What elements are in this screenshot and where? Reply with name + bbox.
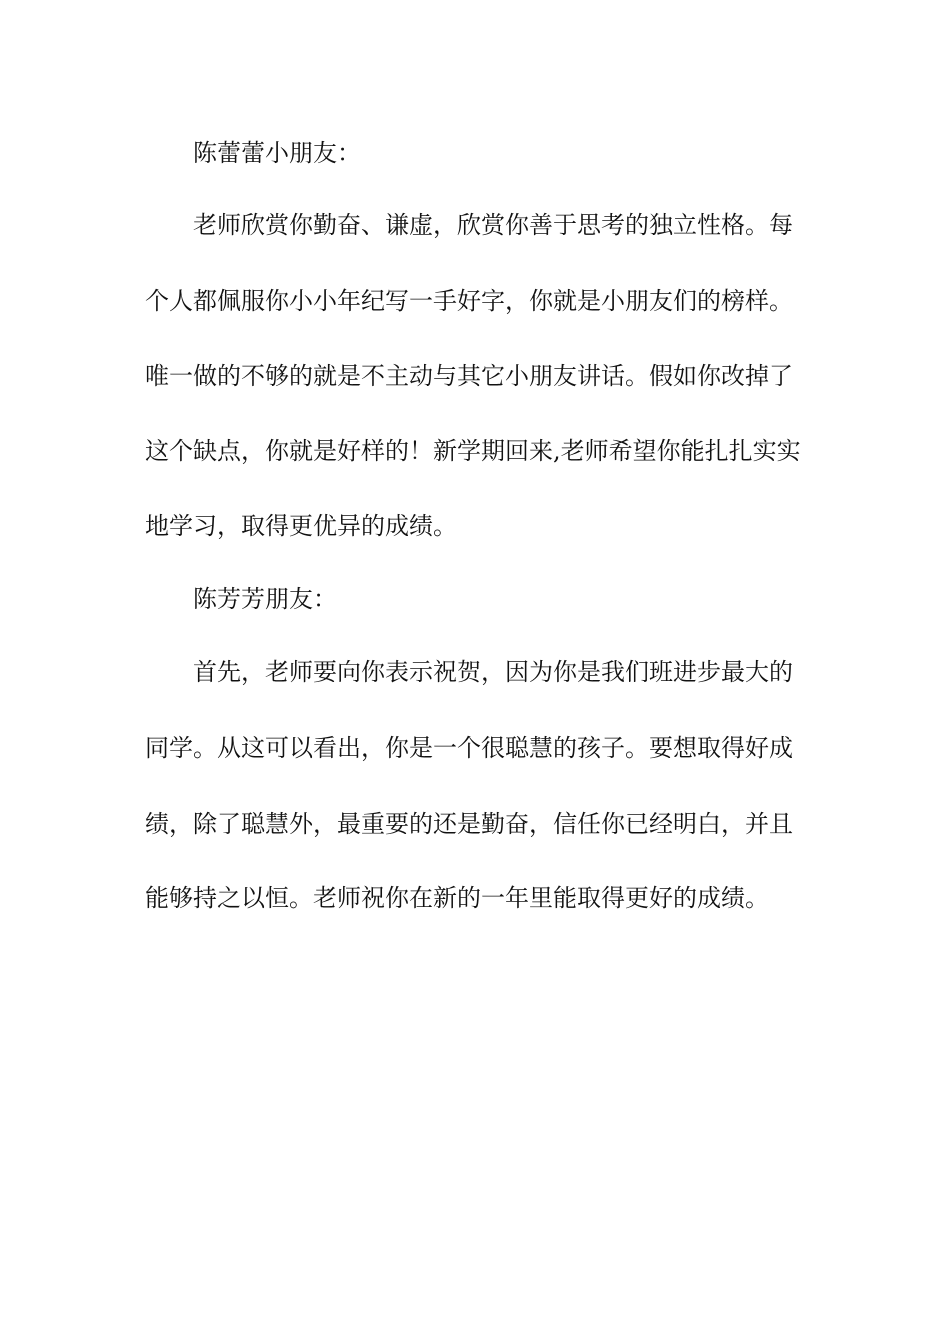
letter-2-line-4: 能够持之以恒。老师祝你在新的一年里能取得更好的成绩。 (145, 884, 769, 912)
letter-1-line-5: 地学习，取得更优异的成绩。 (145, 512, 457, 540)
letter-2-line-1: 首先，老师要向你表示祝贺，因为你是我们班进步最大的 (193, 658, 793, 686)
letter-1-line-2: 个人都佩服你小小年纪写一手好字，你就是小朋友们的榜样。 (145, 287, 793, 315)
letter-2-line-2: 同学。从这可以看出，你是一个很聪慧的孩子。要想取得好成 (145, 734, 793, 762)
letter-2-line-3: 绩，除了聪慧外，最重要的还是勤奋，信任你已经明白，并且 (145, 810, 793, 838)
greeting-2: 陈芳芳朋友： (193, 585, 337, 613)
letter-1-line-1: 老师欣赏你勤奋、谦虚，欣赏你善于思考的独立性格。每 (193, 211, 793, 239)
greeting-1: 陈蕾蕾小朋友： (193, 139, 361, 167)
letter-1-line-3: 唯一做的不够的就是不主动与其它小朋友讲话。假如你改掉了 (145, 362, 793, 390)
letter-1-line-4: 这个缺点，你就是好样的！新学期回来,老师希望你能扎扎实实 (145, 437, 801, 465)
